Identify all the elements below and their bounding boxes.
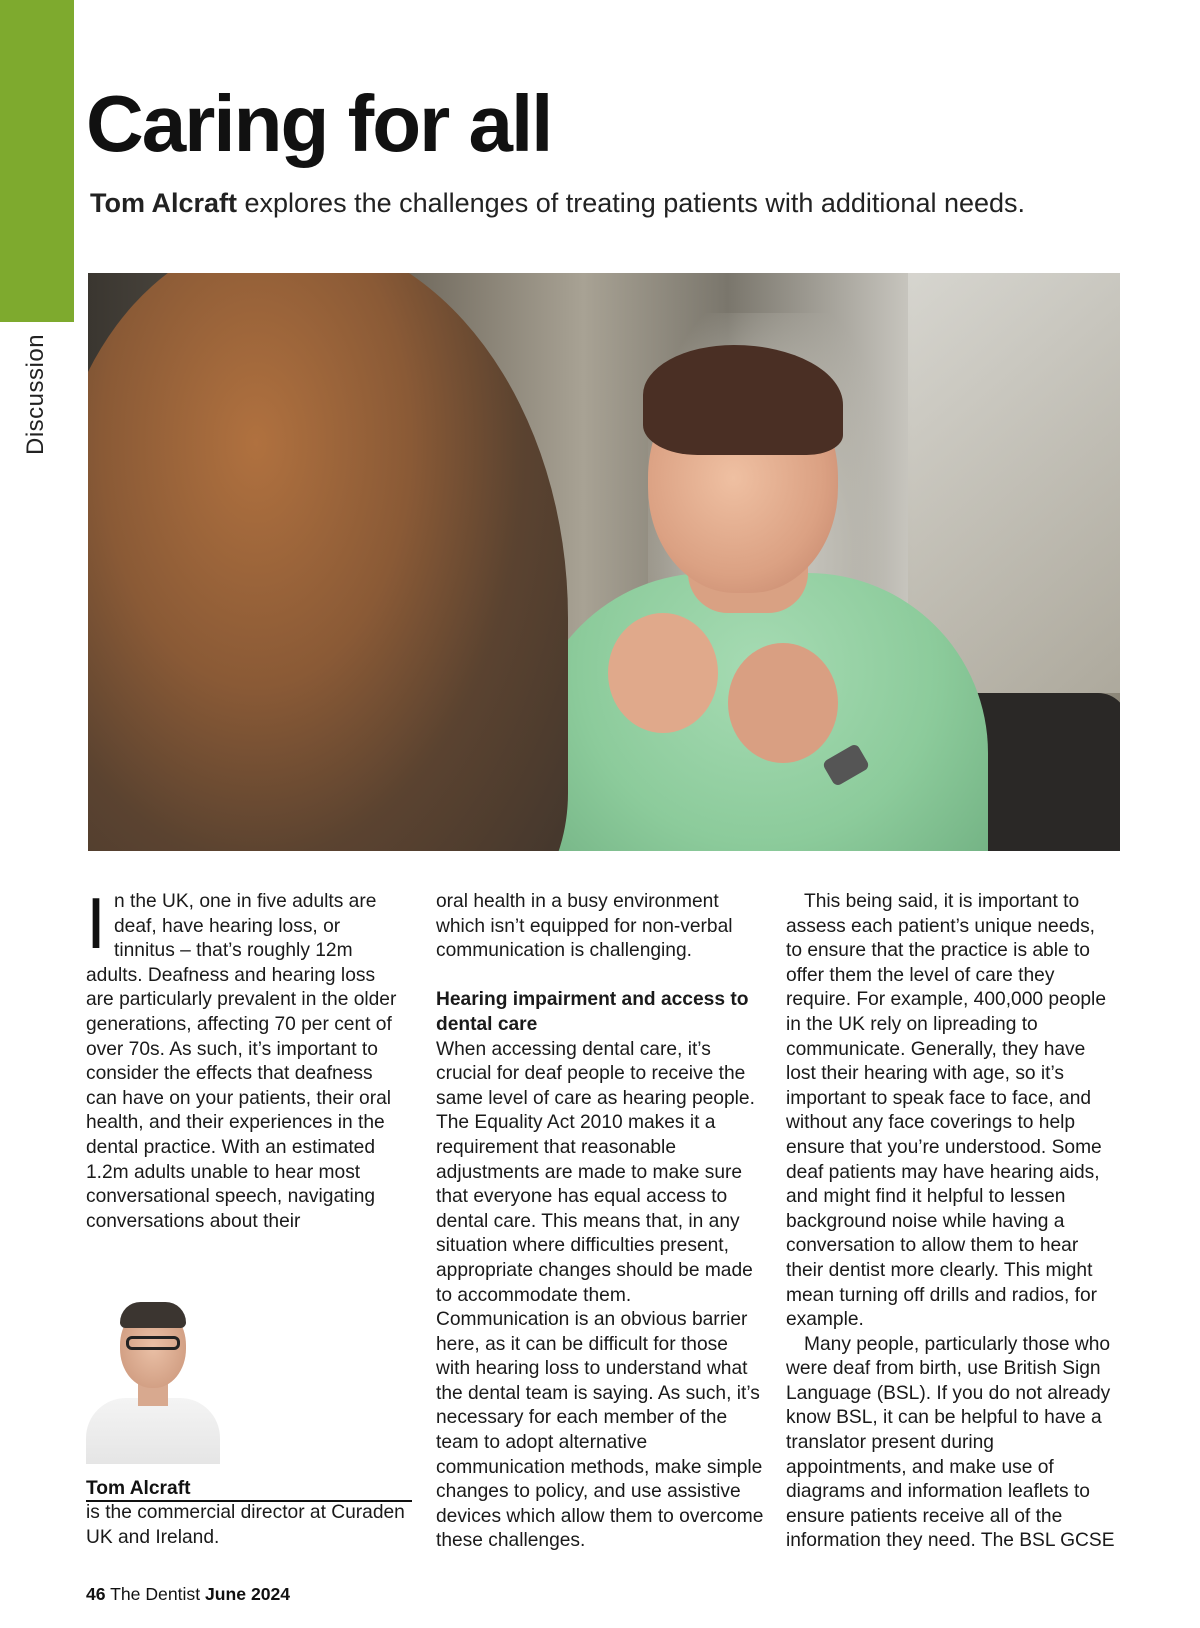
paragraph: When accessing dental care, it’s crucial for deaf people to receive the same level of care as hearing people. The Equality Act 2010 makes it a requirement that reasonable adjustments are made to make sure that everyone has equal access to dental care. This means that, in any situation where difficulties present, appropriate changes should be made to accommodate them. Communication is an obvious barrier here, as it can be difficult for those with hearing loss to understand what the dental team is saying. As such, it’s necessary for each member of the team to adopt alternative communication methods, make simple changes to policy, and use assistive devices which allow them to overcome these challenges. bbox=[436, 1038, 764, 1552]
drop-cap: I bbox=[86, 884, 107, 964]
standfirst-author: Tom Alcraft bbox=[90, 188, 238, 218]
standfirst-text: explores the challenges of treating patients with additional needs. bbox=[237, 188, 1026, 218]
body-column-1 bbox=[86, 884, 406, 1234]
publication-name: The Dentist bbox=[105, 1584, 205, 1604]
section-label: Discussion bbox=[22, 333, 49, 455]
body-column-2 bbox=[436, 890, 764, 1554]
intro-paragraph: In the UK, one in five adults are deaf, have hearing loss, or tinnitus – that’s roughly 12m adults. Deafness and hearing loss are particularly prevalent in the older generations, affecting 70 per cent of over 70s. As such, it’s important to consider the effects that deafness can have on your patients, their oral health, and their experiences in the dental practice. With an estimated 1.2m adults unable to hear most conversational speech, navigating conversations about their bbox=[86, 884, 397, 1232]
paragraph: This being said, it is important to assess each patient’s unique needs, to ensure that the practice is able to offer them the level of care they require. For example, 400,000 people in the UK rely on lipreading to communicate. Generally, they have lost their hearing with age, so it’s important to speak face to face, and without any face coverings to help ensure that you’re understood. Some deaf patients may have hearing aids, and might find it helpful to lessen background noise while having a conversation to allow them to hear their dentist more clearly. This might mean turning off drills and radios, for example. bbox=[786, 891, 1106, 1331]
paragraph: Many people, particularly those who were deaf from birth, use British Sign Language (BSL). If you do not already know BSL, it can be helpful to have a translator present during appointments, and make use of diagrams and information leaflets to ensure patients receive all of the information they need. The BSL GCSE bbox=[786, 1333, 1115, 1552]
hero-photo bbox=[88, 273, 1120, 851]
author-photo bbox=[86, 1294, 220, 1464]
standfirst bbox=[90, 188, 1025, 219]
issue-date: June 2024 bbox=[205, 1584, 291, 1604]
body-column-3 bbox=[786, 890, 1116, 1554]
page-number: 46 bbox=[86, 1584, 106, 1604]
article-title: Caring for all bbox=[86, 79, 552, 168]
author-name: Tom Alcraft bbox=[86, 1478, 191, 1499]
paragraph: oral health in a busy environment which isn’t equipped for non-verbal communication is challenging. bbox=[436, 891, 733, 962]
subheading: Hearing impairment and access to dental care bbox=[436, 989, 749, 1035]
section-color-tab bbox=[0, 0, 74, 322]
author-bio: is the commercial director at Curaden UK and Ireland. bbox=[86, 1502, 405, 1548]
page-footer bbox=[86, 1584, 290, 1605]
